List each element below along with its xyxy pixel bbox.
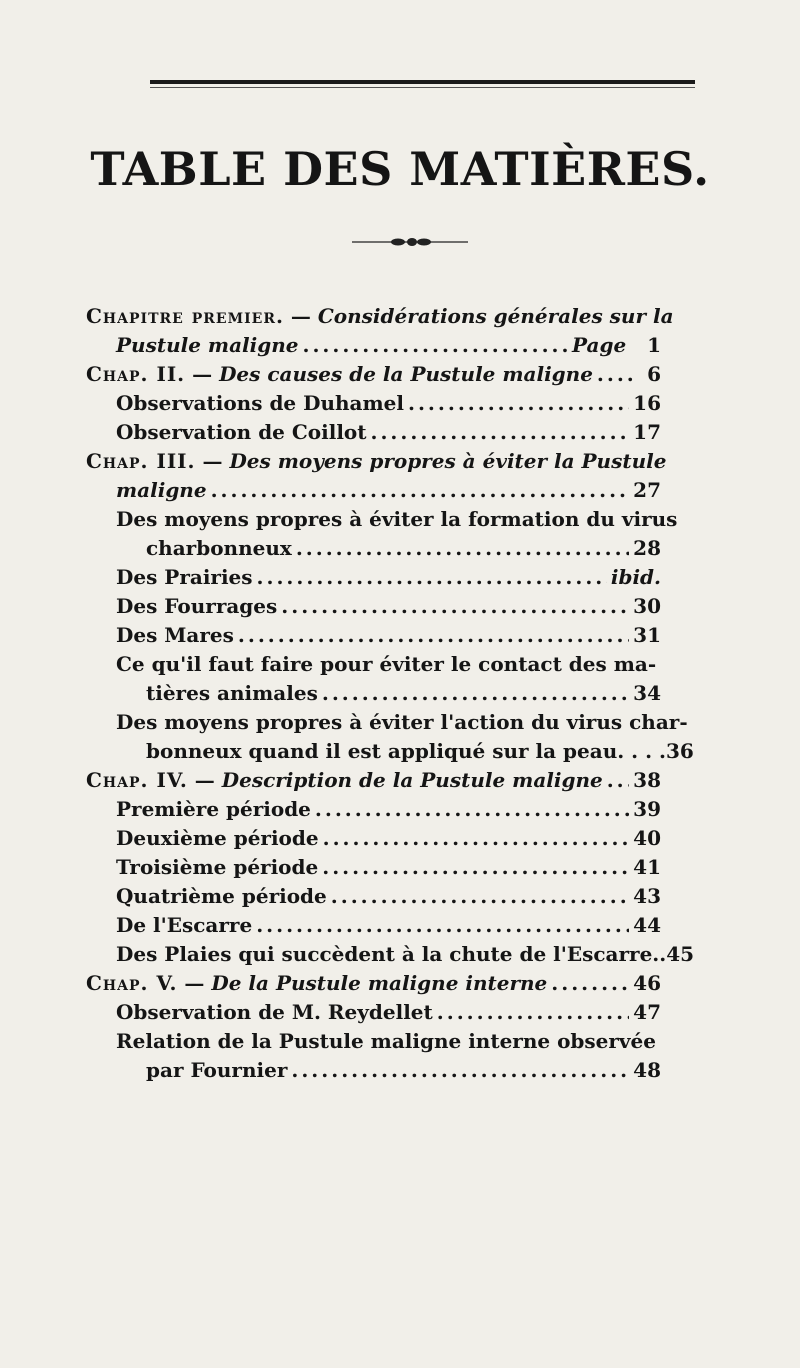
chapter-title: Considérations générales sur la [317, 304, 674, 328]
ornament-divider [350, 232, 470, 252]
toc-entry [86, 795, 661, 824]
separator: — [187, 768, 222, 792]
chapter-title-cont: maligne [116, 478, 207, 502]
chapter-label: Chapitre premier. [86, 304, 284, 328]
page-number: 1 [647, 333, 661, 357]
page-number: 41 [633, 855, 661, 879]
toc-entry [86, 998, 661, 1027]
page-number: 46 [633, 971, 661, 995]
toc-entry [86, 853, 661, 882]
top-rule-thin [150, 87, 695, 88]
chapter-title: Des causes de la Pustule maligne [219, 362, 593, 386]
entry-title: Relation de la Pustule maligne interne observée [116, 1029, 656, 1053]
page-number: 38 [633, 768, 661, 792]
page-number: ibid. [610, 565, 661, 589]
chapter-title-cont: Pustule maligne [116, 333, 299, 357]
entry-title-cont: charbonneux [146, 536, 292, 560]
chapter-label: Chap. III. [86, 449, 196, 473]
toc-entry [86, 621, 661, 650]
toc-entry [86, 505, 678, 563]
table-of-contents [86, 302, 695, 1085]
entry-title-cont: tières animales [146, 681, 318, 705]
page-number: 17 [633, 420, 661, 444]
separator: — [185, 362, 220, 386]
toc-entry [86, 418, 661, 447]
chapter-label: Chap. II. [86, 362, 186, 386]
page-number: 31 [633, 623, 661, 647]
page-number: 47 [633, 1000, 661, 1024]
page-number: 43 [633, 884, 661, 908]
page-number: 27 [633, 478, 661, 502]
toc-entry [86, 708, 694, 766]
entry-title-cont: bonneux quand il est appliqué sur la peau. . . . [146, 739, 666, 763]
entry-title: De l'Escarre [116, 913, 253, 937]
entry-title: Première période [116, 797, 311, 821]
page-prefix: Page [572, 333, 627, 357]
toc-entry [86, 911, 661, 940]
page-number: 40 [633, 826, 661, 850]
entry-title: Observation de Coillot [116, 420, 367, 444]
toc-entry [86, 592, 661, 621]
toc-entry [86, 940, 695, 969]
toc-entry [86, 563, 661, 592]
chapter-title: Des moyens propres à éviter la Pustule [229, 449, 667, 473]
entry-title-cont: par Fournier [146, 1058, 288, 1082]
toc-entry [86, 824, 661, 853]
toc-entry-chapter-5 [86, 969, 661, 998]
entry-title: Deuxième période [116, 826, 319, 850]
toc-entry [86, 1027, 661, 1085]
top-rule [150, 80, 695, 84]
page-title: TABLE DES MATIÈRES. [90, 142, 710, 196]
entry-title: Des moyens propres à éviter l'action du virus char- [116, 710, 688, 734]
separator: — [177, 971, 212, 995]
toc-entry [86, 389, 661, 418]
page-number: 34 [633, 681, 661, 705]
entry-title: Ce qu'il faut faire pour éviter le contact des ma- [116, 652, 657, 676]
chapter-label: Chap. V. [86, 971, 178, 995]
entry-title: Observation de M. Reydellet [116, 1000, 433, 1024]
toc-entry-chapter-4 [86, 766, 661, 795]
toc-entry-chapter-3 [86, 447, 667, 505]
page-number: 6 [647, 362, 661, 386]
entry-title: Des Mares [116, 623, 234, 647]
entry-title: Observations de Duhamel [116, 391, 404, 415]
page-number: 30 [633, 594, 661, 618]
toc-entry-chapter-1 [86, 302, 674, 360]
page-number: 45 [666, 942, 695, 966]
entry-title: Des moyens propres à éviter la formation du virus [116, 507, 678, 531]
page-number: 28 [633, 536, 661, 560]
page-number: 48 [633, 1058, 661, 1082]
toc-entry [86, 882, 661, 911]
entry-title: Des Fourrages [116, 594, 278, 618]
page-number: 44 [633, 913, 661, 937]
separator: — [283, 304, 318, 328]
chapter-label: Chap. IV. [86, 768, 188, 792]
chapter-title: Description de la Pustule maligne [221, 768, 603, 792]
entry-title: Des Prairies [116, 565, 253, 589]
toc-entry-chapter-2 [86, 360, 661, 389]
entry-title: Des Plaies qui succèdent à la chute de l'Escarre.. [116, 942, 667, 966]
entry-title: Quatrième période [116, 884, 327, 908]
page-number: 36 [665, 739, 694, 763]
entry-title: Troisième période [116, 855, 319, 879]
page-number: 39 [633, 797, 661, 821]
separator: — [195, 449, 230, 473]
page-number: 16 [633, 391, 661, 415]
toc-entry [86, 650, 661, 708]
chapter-title: De la Pustule maligne interne [211, 971, 548, 995]
